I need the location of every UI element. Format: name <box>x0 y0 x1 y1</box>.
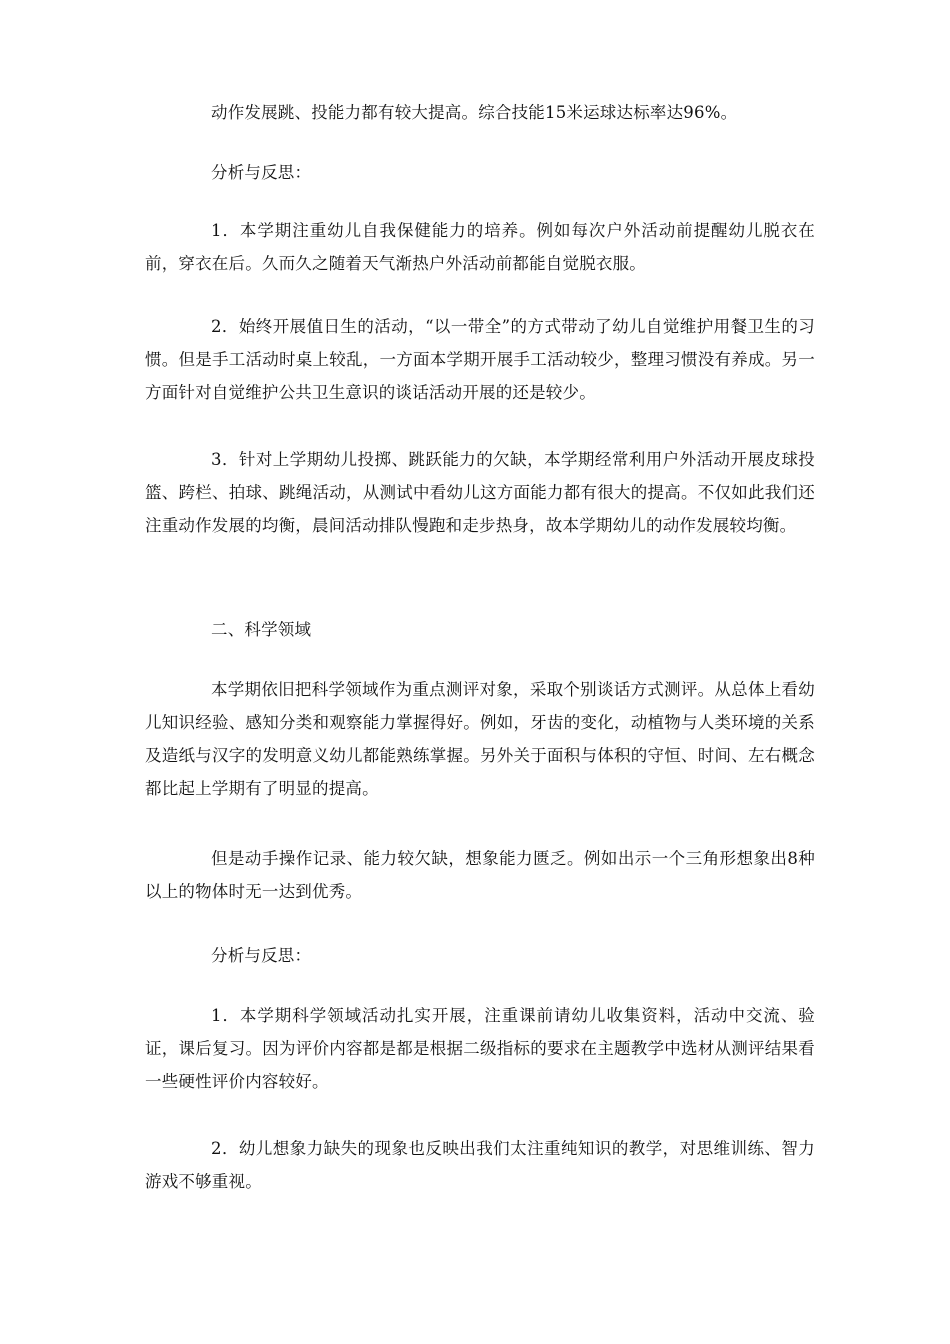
section-heading-science: 二、科学领域 <box>211 620 312 639</box>
paragraph-science-weakness: 但是动手操作记录、能力较欠缺，想象能力匮乏。例如出示一个三角形想象出8种以上的物体时无一达到优秀。 <box>145 849 815 901</box>
paragraph-motor-results: 动作发展跳、投能力都有较大提高。综合技能15米运球达标率达96%。 <box>211 103 738 122</box>
paragraph-reflection-3: 3．针对上学期幼儿投掷、跳跃能力的欠缺，本学期经常利用户外活动开展皮球投篮、跨栏、拍球、跳绳活动，从测试中看幼儿这方面能力都有很大的提高。不仅如此我们还注重动作发展的均衡，晨间活动排队慢跑和走步热身，故本学期幼儿的动作发展较均衡。 <box>145 450 815 535</box>
heading-analysis-reflection-2: 分析与反思： <box>211 946 312 965</box>
paragraph-science-overview: 本学期依旧把科学领域作为重点测评对象，采取个别谈话方式测评。从总体上看幼儿知识经验、感知分类和观察能力掌握得好。例如，牙齿的变化，动植物与人类环境的关系及造纸与汉字的发明意义幼儿都能熟练掌握。另外关于面积与体积的守恒、时间、左右概念都比起上学期有了明显的提高。 <box>145 680 815 798</box>
paragraph-science-reflection-2: 2．幼儿想象力缺失的现象也反映出我们太注重纯知识的教学，对思维训练、智力游戏不够重视。 <box>145 1139 815 1191</box>
paragraph-science-reflection-1: 1．本学期科学领域活动扎实开展，注重课前请幼儿收集资料，活动中交流、验证，课后复习。因为评价内容都是都是根据二级指标的要求在主题教学中选材从测评结果看一些硬性评价内容较好。 <box>145 1006 815 1091</box>
heading-analysis-reflection: 分析与反思： <box>211 163 312 182</box>
paragraph-reflection-2: 2．始终开展值日生的活动，“以一带全”的方式带动了幼儿自觉维护用餐卫生的习惯。但是手工活动时桌上较乱，一方面本学期开展手工活动较少，整理习惯没有养成。另一方面针对自觉维护公共卫生意识的谈话活动开展的还是较少。 <box>145 317 815 402</box>
paragraph-reflection-1: 1．本学期注重幼儿自我保健能力的培养。例如每次户外活动前提醒幼儿脱衣在前，穿衣在后。久而久之随着天气渐热户外活动前都能自觉脱衣服。 <box>145 221 815 273</box>
